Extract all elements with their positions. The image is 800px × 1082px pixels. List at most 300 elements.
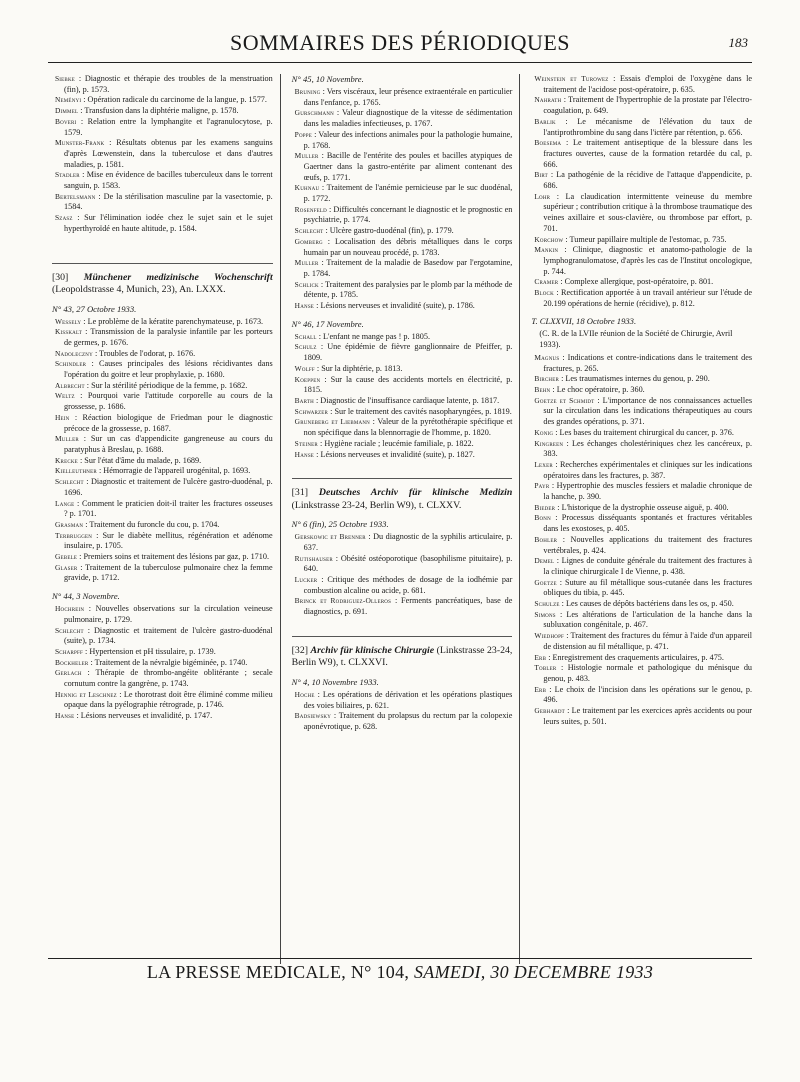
article-title: : Transmission de la paralysie infantile par les porteurs de germes, p. 1676.	[64, 327, 273, 347]
article-entry	[288, 332, 513, 343]
article-title: : Essais d'emploi de l'oxygène dans le traitement de l'acidose post-opératoire, p. 635.	[543, 74, 753, 94]
article-author: Wiedhopf	[534, 631, 565, 641]
article-author: Tobler	[534, 663, 557, 673]
article-title: : Recherches expérimentales et cliniques sur les indications opératoires dans les fractures, p. 387.	[543, 459, 753, 480]
article-title: : Du diagnostic de la syphilis articulaire, p. 637.	[303, 532, 513, 552]
article-title: : Lésions nerveuses et invalidité (suite), p. 1786.	[316, 301, 475, 311]
article-title: : Rectification apportée à un travail antérieur sur l'étude de 20.199 opérations de hernie (récidive), p. 812.	[543, 288, 753, 308]
article-entry	[48, 604, 273, 625]
article-author: Muller	[294, 151, 319, 161]
article-author: Dimmel	[55, 106, 79, 116]
article-author: Gerlach	[55, 668, 82, 678]
article-entry	[527, 503, 752, 514]
article-title: : Lignes de conduite générale du traitement des fractures à la clinique chirurgicale I de Vienne, p. 438.	[543, 556, 753, 576]
article-entry	[48, 520, 273, 531]
article-title: : Sur l'état d'âme du malade, p. 1689.	[79, 455, 202, 465]
article-author: Kuhnau	[294, 183, 320, 193]
article-title: : Thérapie de thrombo-angéite oblitérante ; secale cornutum contre la gangrène, p. 1743.	[64, 668, 273, 689]
journal-title: Deutsches Archiv für klinische Medizin	[318, 487, 513, 499]
article-entry	[48, 456, 273, 467]
article-title: : Troubles de l'odorat, p. 1676.	[94, 348, 196, 358]
article-author: Mankin	[534, 245, 559, 255]
article-title: : Complexe allergique, post-opératoire, p. 801.	[560, 277, 714, 287]
article-author: Grasman	[55, 519, 84, 529]
article-author: Simons	[534, 609, 556, 619]
article-author: Kielleuthner	[55, 466, 97, 476]
article-title: : Difficultés concernant le diagnostic et le prognostic en psychiatrie, p. 1774.	[303, 204, 513, 225]
article-entry	[527, 481, 752, 502]
article-entry	[288, 151, 513, 183]
article-author: Nadoleczny	[55, 348, 93, 358]
article-author: Behn	[534, 384, 551, 394]
article-author: Wolff	[294, 363, 315, 373]
article-author: Kisskalt	[55, 327, 83, 337]
article-entry	[48, 106, 273, 117]
article-entry	[288, 396, 513, 407]
entries-issue-44	[48, 604, 273, 722]
article-entry	[527, 277, 752, 288]
article-author: Krecke	[55, 455, 78, 465]
journal-section-30	[52, 263, 273, 297]
article-author: Hochrein	[55, 604, 85, 614]
article-author: Goetze	[534, 577, 557, 587]
article-entry	[527, 663, 752, 684]
article-author: Barlik	[534, 116, 556, 126]
article-title: : Processus disséquants spontanés et fractures véritables dans les exostoses, p. 405.	[543, 513, 753, 534]
article-entry	[288, 364, 513, 375]
article-title: : Enregistrement des craquements articulaires, p. 475.	[548, 652, 724, 662]
article-author: Stadler	[55, 170, 80, 180]
entries-col1-top	[48, 74, 273, 235]
article-entry	[527, 556, 752, 577]
article-title: : Ferments pancréatiques, base de diagnostics, p. 691.	[303, 596, 513, 617]
article-entry	[48, 327, 273, 348]
entries-issue-46	[288, 332, 513, 460]
article-author: Weinstein et Turowez	[534, 74, 609, 83]
article-author: Terbruggen	[55, 530, 93, 540]
article-title: : Tumeur papillaire multiple de l'estomac, p. 735.	[565, 234, 727, 244]
journal-section-32	[292, 636, 513, 670]
issue-heading: N° 6 (fin), 25 Octobre 1933.	[291, 519, 389, 530]
article-author: Bohler	[534, 534, 558, 544]
article-entry	[288, 439, 513, 450]
article-author: Magnus	[534, 352, 560, 362]
article-title: : Hypertension et pH tissulaire, p. 1739.	[85, 646, 216, 656]
column-2	[280, 74, 520, 964]
article-entry	[48, 317, 273, 328]
article-author: Konig	[534, 427, 554, 437]
article-author: Hennig et Leschnez	[55, 689, 117, 699]
article-title: : Critique des méthodes de dosage de la iodhémie par combustion alcaline ou acide, p. 681.	[303, 575, 513, 595]
footer-date: SAMEDI, 30 DECEMBRE 1933	[414, 962, 654, 982]
article-title: : Premiers soins et traitement des lésions par gaz, p. 1710.	[79, 552, 270, 562]
article-title: : La pathogénie de la récidive de l'attaque d'appendicite, p. 686.	[543, 170, 753, 191]
article-entry	[48, 381, 273, 392]
journal-section-31	[292, 478, 513, 512]
article-author: Demel	[534, 556, 555, 566]
article-entry	[288, 226, 513, 237]
article-author: Hanse	[55, 711, 75, 721]
article-author: Munster-Frank	[55, 138, 105, 148]
article-entry	[48, 213, 273, 234]
article-entry	[288, 237, 513, 258]
article-entry	[288, 596, 513, 617]
article-author: Gebele	[55, 552, 78, 562]
article-title: : Le traitement antiseptique de la blessure dans les fractures ouvertes, cause de la formation retardée du cal, p. 666.	[543, 138, 753, 169]
article-title: : Traitement du furoncle du cou, p. 1704.	[85, 519, 220, 529]
article-title: : Les échanges cholestériniques chez les cancéreux, p. 383.	[543, 438, 753, 459]
article-entry	[48, 668, 273, 689]
issue-heading: N° 45, 10 Novembre.	[291, 74, 364, 84]
article-entry	[288, 342, 513, 363]
article-author: Lexer	[534, 459, 553, 469]
article-entry	[527, 74, 752, 95]
article-author: Barth	[294, 395, 314, 405]
article-entry	[527, 235, 752, 246]
article-author: Gurschmann	[294, 108, 334, 118]
article-title: : Clinique, diagnostic et anatomo-pathologie de la lymphogranulomatose, d'après les cas de l'Institut oncologique, p. 744.	[543, 245, 753, 276]
article-author: Hein	[55, 412, 70, 422]
journal-title: Archiv für klinische Chirurgie	[310, 644, 435, 656]
article-title: : Une épidémie de fièvre ganglionnaire de Pfeiffer, p. 1809.	[303, 342, 513, 363]
article-title: : Traitement de l'hypertrophie de la prostate par l'électro-coagulation, p. 649.	[543, 95, 753, 116]
article-title: : Bacille de l'entérite des poules et bacilles atypiques de Gaertner dans la gastro-entérite par aliment contenant des œufs, p. 1771.	[303, 151, 513, 182]
article-author: Block	[534, 288, 554, 298]
article-author: Schindler	[55, 359, 87, 369]
article-entry	[527, 138, 752, 170]
article-entry	[527, 428, 752, 439]
article-title: : Lésions nerveuses et invalidité (suite), p. 1827.	[316, 449, 475, 459]
article-author: Steiner	[294, 438, 318, 448]
footer-issue: N° 104,	[350, 962, 410, 982]
article-entry	[48, 170, 273, 191]
issue-note: (C. R. de la LVIIe réunion de la Société de Chirurgie, Avril 1933).	[539, 329, 733, 350]
article-title: : Les traumatismes internes du genou, p. 290.	[561, 374, 710, 384]
section-number: [32]	[291, 644, 308, 656]
article-entry	[288, 280, 513, 301]
article-entry	[48, 647, 273, 658]
article-entry	[48, 690, 273, 711]
article-author: Lucker	[294, 575, 318, 585]
header-rule	[48, 62, 752, 63]
article-author: Brinck et Rodriguez-Olleros	[294, 596, 392, 606]
article-title: : L'enfant ne mange pas ! p. 1805.	[318, 331, 430, 341]
article-entry	[527, 513, 752, 534]
article-title: : Le traitement par les exercices après accidents ou pour leurs suites, p. 501.	[543, 706, 753, 726]
article-title: : Sur la diphtérie, p. 1813.	[316, 363, 403, 373]
article-author: Schwarzer	[294, 406, 329, 416]
article-author: Boesema	[534, 138, 562, 148]
article-title: : Lésions nerveuses et invalidité, p. 1747.	[76, 711, 213, 721]
article-author: Rutishauser	[294, 553, 333, 563]
article-title: : Traitement du prolapsus du rectum par la colopexie aponévrotique, p. 628.	[303, 711, 513, 731]
article-entry	[48, 531, 273, 552]
article-entry	[527, 535, 752, 556]
article-author: Kingreen	[534, 438, 564, 448]
issue-heading: N° 44, 3 Novembre.	[52, 591, 120, 602]
article-entry	[48, 391, 273, 412]
article-entry	[288, 690, 513, 711]
entries-issue-43	[48, 317, 273, 585]
article-author: Gomberg	[294, 236, 323, 246]
article-entry	[527, 439, 752, 460]
article-entry	[48, 552, 273, 563]
article-title: : Relation entre la lymphangite et l'agranulocytose, p. 1579.	[64, 116, 273, 137]
article-author: Bircher	[534, 374, 560, 384]
article-author: Hanse	[294, 449, 315, 459]
article-author: Glaser	[55, 562, 78, 572]
article-author: Bruning	[294, 87, 321, 96]
article-author: Schlecht	[294, 226, 324, 236]
article-title: : Les bases du traitement chirurgical du cancer, p. 376.	[555, 427, 734, 437]
article-author: Badsiewsky	[294, 711, 332, 721]
article-author: Lange	[55, 498, 75, 508]
article-entry	[48, 658, 273, 669]
article-title: : Le choix de l'incision dans les opérations sur le genou, p. 496.	[543, 684, 753, 705]
article-author: Nahrath	[534, 95, 562, 105]
journal-title: Münchener medizinische Wochenschrift	[83, 271, 273, 283]
article-author: Lohr	[534, 191, 551, 201]
article-title: : Transfusion dans la diphtérie maligne, p. 1578.	[80, 106, 239, 116]
article-title: : Suture au fil métallique sous-cutanée dans les fractures obliques du tibia, p. 445.	[543, 577, 753, 598]
article-entry	[527, 610, 752, 631]
article-title: : Résultats obtenus par les examens sanguins d'après Lœwenstein, dans la tuberculose et dans d'autres maladies, p. 1581.	[64, 138, 273, 169]
article-title: : Valeur des infections animales pour la pathologie humaine, p. 1768.	[303, 129, 513, 150]
article-author: Birt	[534, 170, 548, 180]
article-title: : Localisation des débris métalliques dans le corps humain par un nouveau procédé, p. 1783.	[303, 236, 513, 257]
article-title: : Sur le diabète mellitus, régénération et adénome insulaire, p. 1705.	[64, 530, 273, 551]
article-author: Erb	[534, 652, 547, 662]
issue-heading: N° 43, 27 Octobre 1933.	[52, 303, 137, 314]
article-author: Gerskowic et Brenner	[294, 532, 366, 542]
article-title: : Les altérations de l'articulation de la hanche dans la subluxation congénitale, p. 467.	[543, 609, 753, 630]
article-entry	[527, 95, 752, 116]
article-author: Bockheler	[55, 657, 89, 667]
article-entry	[288, 130, 513, 151]
article-title: : Comment le praticien doit-il traiter les fractures osseuses ? p. 1701.	[64, 498, 273, 519]
article-entry	[48, 359, 273, 380]
article-entry	[288, 87, 513, 108]
journal-details: (Linkstrasse 23-24, Berlin W9), t. CLXXVI.	[291, 644, 513, 669]
article-entry	[527, 117, 752, 138]
article-title: : Hygiène raciale ; leucémie familiale, p. 1822.	[320, 438, 474, 448]
article-entry	[527, 460, 752, 481]
article-author: Weltz	[55, 391, 75, 401]
article-title: : Causes principales des lésions récidivantes dans l'opération du goitre et leur prophylaxie, p. 1680.	[64, 359, 273, 380]
article-author: Boveri	[55, 116, 77, 126]
article-entry	[48, 477, 273, 498]
article-author: Muller	[294, 258, 319, 268]
article-author: Goetze et Schmidt	[534, 395, 595, 405]
journal-details: (Leopoldstrasse 4, Munich, 23), An. LXXX.	[52, 284, 226, 296]
journal-details: (Linkstrasse 23-24, Berlin W9), t. CLXXV.	[291, 499, 462, 511]
article-title: : Diagnostic et traitement de l'ulcère gastro-duodénal, p. 1696.	[64, 477, 273, 497]
article-entry	[48, 74, 273, 95]
article-author: Schlecht	[55, 477, 84, 487]
article-title: : Nouvelles applications du traitement des fractures vertébrales, p. 424.	[543, 534, 753, 555]
article-entry	[48, 413, 273, 434]
article-title: : Le problème de la kératite parenchymateuse, p. 1673.	[83, 316, 264, 326]
article-entry	[288, 417, 513, 438]
columns	[48, 74, 752, 964]
section-number: [31]	[291, 487, 308, 499]
article-author: Erb	[534, 684, 547, 694]
entries-col3-top	[527, 74, 752, 309]
spacer	[288, 618, 513, 630]
article-entry	[527, 685, 752, 706]
article-entry	[288, 258, 513, 279]
article-title: : L'importance de nos connaissances actuelles sur la circulation dans les indications thérapeutiques au cours des grandes opérations, p. 371.	[543, 395, 753, 427]
article-author: Hoche	[294, 689, 315, 699]
article-title: : Le thorotrast doit être éliminé comme milieu opaque dans la pyélographie rétrograde, p. 1746.	[64, 689, 273, 710]
article-author: Schall	[294, 331, 317, 341]
article-title: : Diagnostic et traitement de l'ulcère gastro-duodénal (suite), p. 1734.	[64, 625, 273, 646]
article-title: : Nouvelles observations sur la circulation veineuse pulmonaire, p. 1729.	[64, 604, 273, 624]
article-entry	[48, 117, 273, 138]
article-title: : Histologie normale et pathologique du ménisque du genou, p. 483.	[543, 663, 753, 683]
article-title: : Sur le traitement des cavités nasopharyngées, p. 1819.	[330, 406, 512, 416]
article-entry	[527, 385, 752, 396]
entries-issue-45	[288, 87, 513, 312]
article-entry	[48, 499, 273, 520]
article-entry	[527, 374, 752, 385]
page-title: SOMMAIRES DES PÉRIODIQUES	[229, 30, 571, 55]
entries-tome	[527, 353, 752, 728]
article-title: : Opération radicale du carcinome de la langue, p. 1577.	[83, 95, 267, 105]
article-author: Neményi	[55, 95, 82, 105]
article-title: : Indications et contre-indications dans le traitement des fractures, p. 265.	[543, 352, 753, 373]
article-author: Wessely	[55, 316, 82, 326]
article-entry	[48, 466, 273, 477]
article-author: Gebhardt	[534, 706, 565, 716]
article-title: : Sur la stérilité périodique de la femme, p. 1682.	[86, 380, 248, 390]
article-entry	[288, 108, 513, 129]
article-author: Rosenfeld	[294, 204, 327, 214]
article-entry	[527, 631, 752, 652]
article-title: : Traitement de la névralgie bigéminée, p. 1740.	[90, 657, 248, 667]
page-header	[48, 26, 752, 58]
article-title: : Le choc opératoire, p. 360.	[552, 384, 645, 394]
spacer	[288, 460, 513, 472]
article-title: : Sur l'élimination iodée chez le sujet sain et le sujet hyperthyroïdé en haute altitude, p. 1584.	[64, 213, 273, 233]
article-entry	[48, 192, 273, 213]
article-entry	[288, 205, 513, 226]
footer-rule	[48, 958, 752, 959]
page-footer	[48, 962, 752, 983]
article-author: Payr	[534, 481, 550, 491]
article-title: : Traitement des paralysies par le plomb par la méthode de détente, p. 1785.	[303, 279, 513, 300]
article-entry	[527, 170, 752, 191]
article-title: : Diagnostic de l'insuffisance cardiaque latente, p. 1817.	[315, 395, 500, 405]
article-title: : Traitement de l'anémie pernicieuse par le suc duodénal, p. 1772.	[303, 183, 513, 204]
article-entry	[48, 138, 273, 170]
article-author: Hanse	[294, 301, 315, 311]
article-title: : Traitement des fractures du fémur à l'aide d'un appareil de distension au fil métallique, p. 471.	[543, 631, 753, 651]
article-title: : Diagnostic et thérapie des troubles de la menstruation (fin), p. 1573.	[64, 74, 273, 94]
article-author: Bonn	[534, 513, 551, 523]
article-author: Bieder	[534, 502, 556, 512]
article-entry	[288, 532, 513, 553]
column-1	[48, 74, 280, 964]
article-entry	[527, 288, 752, 309]
article-title: : Pourquoi varie l'attitude corporelle au cours de la grossesse, p. 1686.	[64, 391, 273, 412]
article-author: Bertelsmann	[55, 191, 96, 201]
article-entry	[288, 554, 513, 575]
article-title: : La claudication intermittente veineuse du membre supérieur ; contribution critique à la thrombose traumatique des veines axillaire et sous-clavière, ou thrombose par effort, p. 701.	[543, 191, 753, 233]
article-author: Schlick	[294, 279, 319, 289]
article-title: : Traitement de la maladie de Basedow par l'ergotamine, p. 1784.	[303, 258, 513, 278]
article-entry	[288, 711, 513, 732]
column-3	[519, 74, 752, 964]
article-title: : Vers viscéraux, leur présence extraentérale en particulier dans l'enfance, p. 1765.	[303, 87, 513, 107]
footer-journal: LA PRESSE MEDICALE,	[146, 962, 347, 982]
article-author: Siebke	[55, 74, 76, 83]
article-title: : Mise en évidence de bacilles tuberculeux dans le torrent sanguin, p. 1583.	[64, 170, 273, 191]
article-entry	[527, 396, 752, 428]
article-author: Cramer	[534, 277, 559, 287]
section-number: [30]	[52, 271, 69, 283]
article-entry	[527, 653, 752, 664]
article-title: : Valeur de la pyrétothérapie spécifique et non spécifique dans la blennorragie de l'homme, p. 1820.	[303, 417, 513, 438]
article-title: : Traitement de la tuberculose pulmonaire chez la femme gravide, p. 1712.	[64, 562, 273, 583]
article-entry	[527, 353, 752, 374]
article-title: : De la stérilisation masculine par la vasectomie, p. 1584.	[64, 191, 273, 212]
article-entry	[527, 245, 752, 277]
article-title: : Sur un cas d'appendicite gangreneuse au cours du paratyphus à Breslau, p. 1688.	[64, 434, 273, 454]
spacer	[48, 235, 273, 257]
article-entry	[527, 578, 752, 599]
article-entry	[48, 434, 273, 455]
article-author: Korchow	[534, 234, 564, 244]
issue-heading: T. CLXXVII, 18 Octobre 1933.	[531, 316, 637, 327]
article-entry	[527, 192, 752, 235]
article-author: Albrecht	[55, 380, 85, 390]
article-title: : Le mécanisme de l'élévation du taux de l'antiprothrombine du sang dans l'ictère par rétention, p. 656.	[543, 116, 753, 137]
article-entry	[48, 563, 273, 584]
article-entry	[48, 711, 273, 722]
article-author: Poppe	[294, 129, 313, 139]
article-title: : Les causes de dépôts bactériens dans les os, p. 450.	[561, 599, 734, 609]
article-author: Schulz	[294, 342, 317, 352]
article-entry	[48, 349, 273, 360]
entries-issue-4	[288, 690, 513, 733]
article-title: : Les opérations de dérivation et les opérations plastiques des voies biliaires, p. 621.	[303, 689, 513, 710]
article-entry	[527, 599, 752, 610]
article-author: Schulze	[534, 599, 560, 609]
article-entry	[48, 95, 273, 106]
entries-issue-6	[288, 532, 513, 618]
article-entry	[288, 575, 513, 596]
article-author: Koeppen	[294, 374, 321, 384]
article-entry	[48, 626, 273, 647]
page-number: 183	[728, 35, 748, 50]
article-entry	[527, 706, 752, 727]
article-author: Scharpff	[55, 646, 83, 656]
article-author: Szasz	[55, 213, 73, 223]
article-title: : L'historique de la dystrophie osseuse aiguë, p. 400.	[557, 502, 729, 512]
article-entry	[288, 301, 513, 312]
article-entry	[288, 450, 513, 461]
issue-heading: N° 46, 17 Novembre.	[291, 318, 364, 329]
article-title: : Obésité ostéoporotique (basophilisme pituitaire), p. 640.	[303, 553, 513, 574]
article-title: : Hémorragie de l'appareil urogénital, p. 1693.	[98, 466, 251, 476]
article-entry	[288, 375, 513, 396]
article-title: : Ulcère gastro-duodénal (fin), p. 1779.	[325, 226, 454, 236]
article-author: Schlecht	[55, 625, 84, 635]
article-author: Gruneberg et Liebmann	[294, 417, 370, 427]
article-author: Muller	[55, 434, 79, 444]
article-entry	[288, 183, 513, 204]
